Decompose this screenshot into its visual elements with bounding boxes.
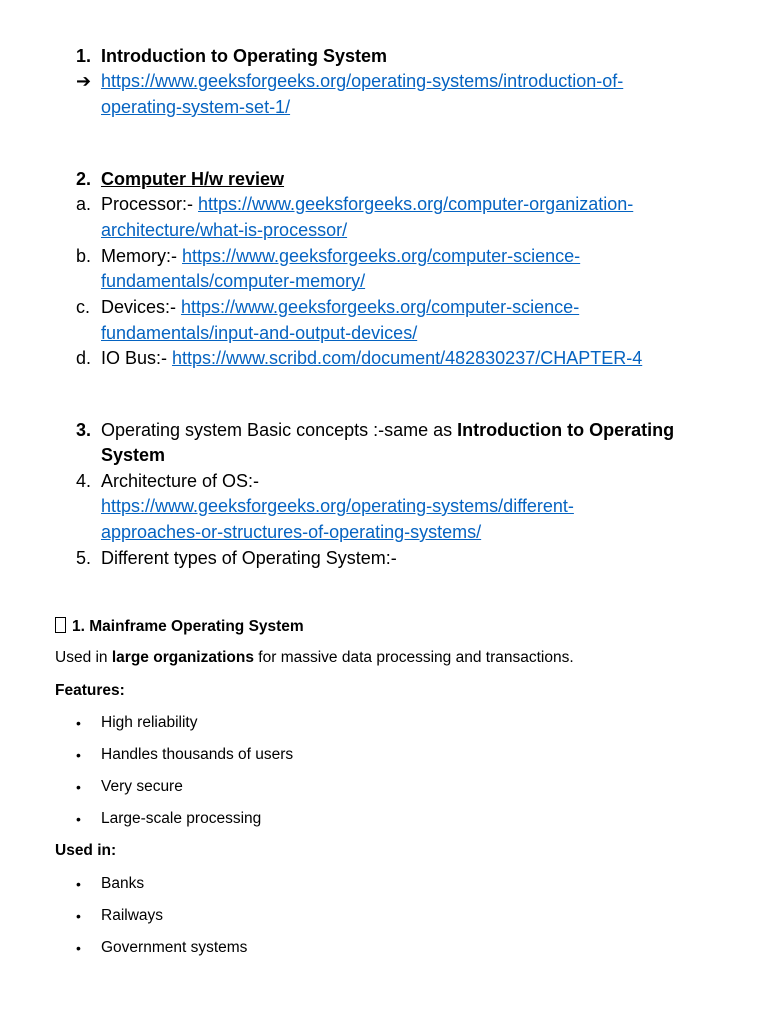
feature-text: High reliability <box>101 714 198 731</box>
intro-os-link-cont[interactable]: operating-system-set-1/ <box>101 97 291 117</box>
memory-link[interactable]: https://www.geeksforgeeks.org/computer-science- <box>182 246 581 266</box>
used-in-text: Government systems <box>101 939 248 956</box>
toc-item-bold-ref-cont: System <box>101 445 166 465</box>
hw-label: IO Bus:- <box>101 348 173 368</box>
list-number: 1. <box>76 46 92 66</box>
features-label: Features: <box>55 682 125 699</box>
devices-link[interactable]: https://www.geeksforgeeks.org/computer-science- <box>181 297 580 317</box>
mainframe-heading <box>55 616 304 638</box>
hw-label: Memory:- <box>101 246 182 266</box>
desc-text-end: for massive data processing and transactions. <box>254 649 574 666</box>
mainframe-description <box>55 647 574 669</box>
used-in-label: Used in: <box>55 842 117 859</box>
list-number: 4. <box>76 471 92 491</box>
toc-item-text: Operating system Basic concepts :-same as <box>101 420 458 440</box>
used-in-text: Banks <box>101 875 145 892</box>
list-letter: d. <box>76 348 92 368</box>
bullet-icon: • <box>76 908 81 924</box>
bullet-icon: • <box>76 715 81 731</box>
right-arrow-icon: ➔ <box>76 71 92 91</box>
intro-os-link[interactable]: https://www.geeksforgeeks.org/operating-systems/introduction-of- <box>101 71 624 91</box>
list-number: 5. <box>76 548 92 568</box>
list-number: 3. <box>76 420 92 440</box>
hw-label: Devices:- <box>101 297 182 317</box>
bullet-icon: • <box>76 876 81 892</box>
used-in-text: Railways <box>101 907 164 924</box>
toc-item-title: Computer H/w review <box>101 169 285 189</box>
missing-glyph-icon <box>55 617 66 633</box>
devices-link-cont[interactable]: fundamentals/input-and-output-devices/ <box>101 323 418 343</box>
architecture-link-cont[interactable]: approaches-or-structures-of-operating-systems/ <box>101 522 482 542</box>
bullet-icon: • <box>76 779 81 795</box>
feature-text: Large-scale processing <box>101 810 262 827</box>
list-number: 2. <box>76 169 92 189</box>
memory-link-cont[interactable]: fundamentals/computer-memory/ <box>101 271 366 291</box>
toc-item-text: Different types of Operating System:- <box>101 548 397 568</box>
mainframe-heading-text: 1. Mainframe Operating System <box>72 618 304 635</box>
processor-link-cont[interactable]: architecture/what-is-processor/ <box>101 220 348 240</box>
io-bus-link[interactable]: https://www.scribd.com/document/482830237/CHAPTER-4 <box>172 348 643 368</box>
toc-item-title: Introduction to Operating System <box>101 46 388 66</box>
hw-label: Processor:- <box>101 194 199 214</box>
architecture-link[interactable]: https://www.geeksforgeeks.org/operating-systems/different- <box>101 496 574 516</box>
desc-bold-text: large organizations <box>111 649 254 666</box>
bullet-icon: • <box>76 811 81 827</box>
toc-item-bold-ref: Introduction to Operating <box>457 420 675 440</box>
feature-text: Handles thousands of users <box>101 746 294 763</box>
bullet-icon: • <box>76 747 81 763</box>
toc-item-text: Architecture of OS:- <box>101 471 260 491</box>
list-letter: b. <box>76 246 92 266</box>
feature-text: Very secure <box>101 778 183 795</box>
list-letter: c. <box>76 297 91 317</box>
processor-link[interactable]: https://www.geeksforgeeks.org/computer-organization- <box>198 194 634 214</box>
desc-text: Used in <box>55 649 112 666</box>
list-letter: a. <box>76 194 92 214</box>
bullet-icon: • <box>76 940 81 956</box>
